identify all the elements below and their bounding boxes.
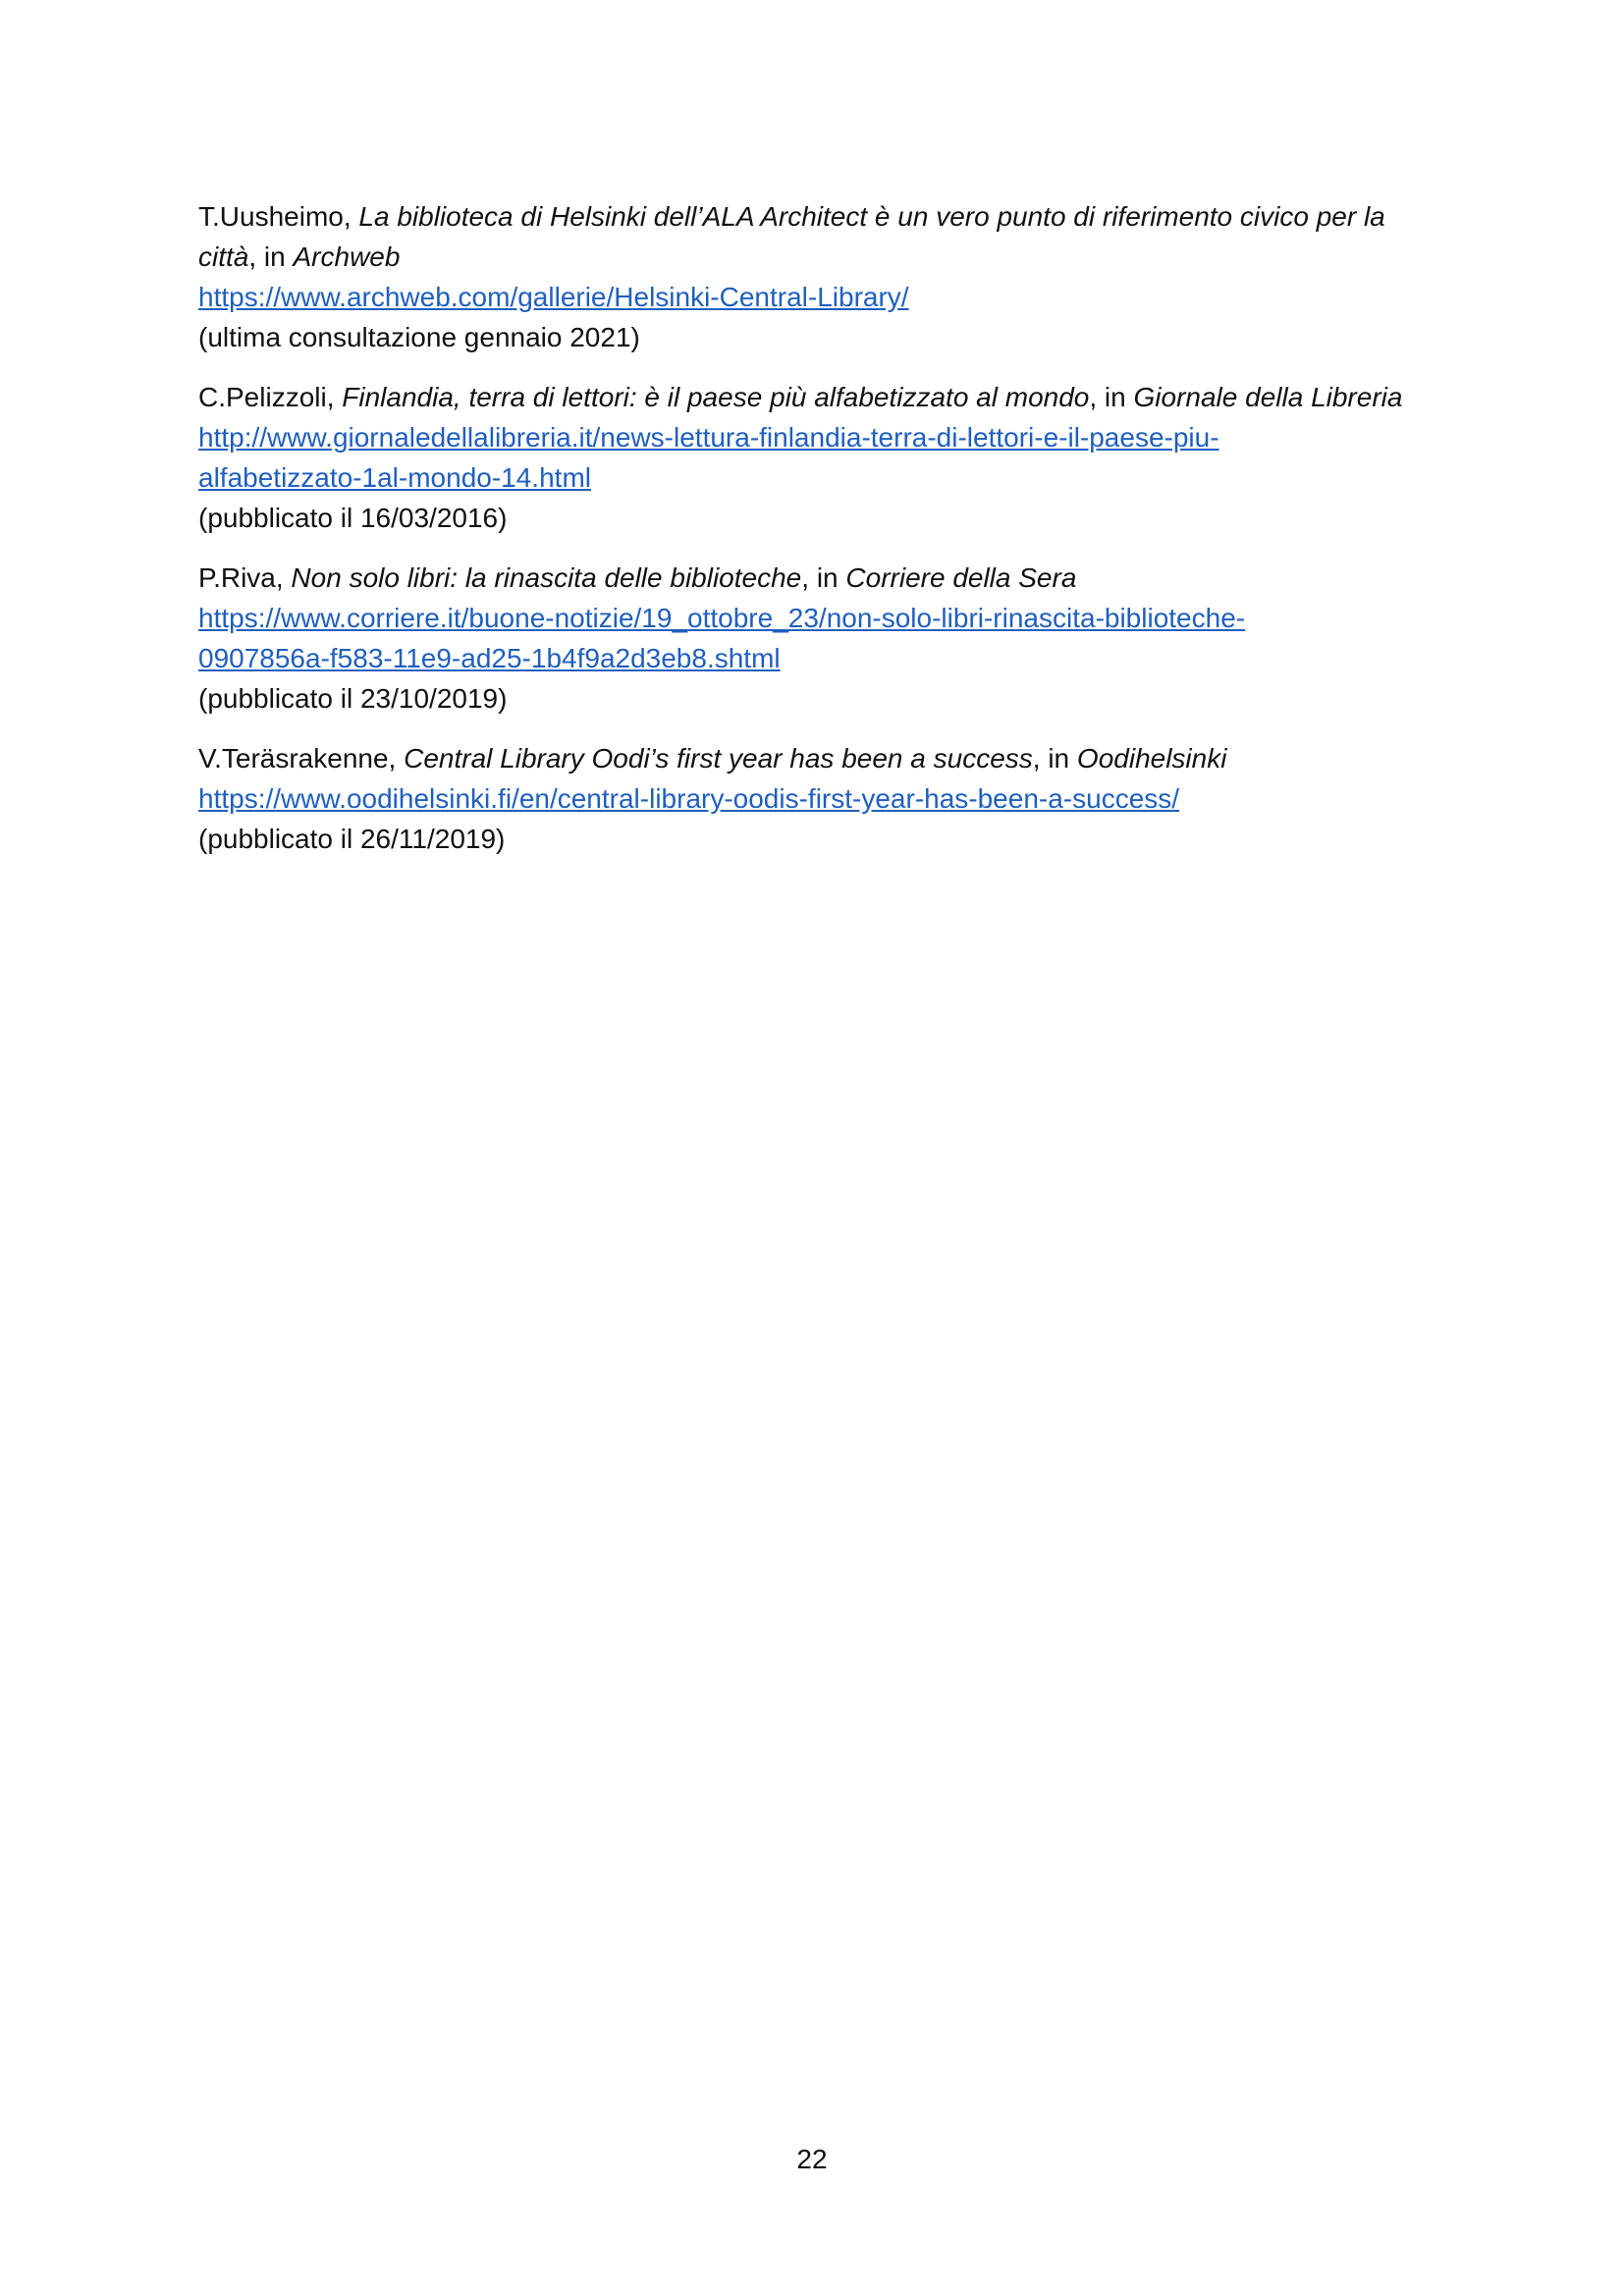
reference-link-continued[interactable] xyxy=(198,638,1445,678)
reference-entry xyxy=(198,377,1445,538)
reference-link[interactable] xyxy=(198,598,1445,638)
reference-url-line[interactable]: alfabetizzato-1al-mondo-14.html xyxy=(198,462,591,493)
reference-source: Archweb xyxy=(293,241,401,272)
reference-note: (ultima consultazione gennaio 2021) xyxy=(198,322,640,352)
reference-title: La biblioteca di Helsinki dell’ALA Architect è un vero punto di riferimento civico per la città xyxy=(198,201,1385,272)
reference-separator: , in xyxy=(1032,743,1077,774)
reference-author: P.Riva, xyxy=(198,562,292,593)
reference-url-line[interactable]: 0907856a-f583-11e9-ad25-1b4f9a2d3eb8.shtml xyxy=(198,643,781,673)
reference-entry xyxy=(198,558,1445,719)
reference-separator: , in xyxy=(801,562,846,593)
reference-citation xyxy=(198,201,1385,272)
reference-author: T.Uusheimo, xyxy=(198,201,359,232)
reference-source: Oodihelsinki xyxy=(1076,743,1227,774)
reference-url-line[interactable]: https://www.archweb.com/gallerie/Helsinki-Central-Library/ xyxy=(198,282,909,312)
reference-source: Corriere della Sera xyxy=(845,562,1077,593)
reference-note: (pubblicato il 23/10/2019) xyxy=(198,683,508,714)
reference-separator: , in xyxy=(248,241,294,272)
reference-citation xyxy=(198,743,1226,774)
reference-link[interactable] xyxy=(198,417,1445,457)
reference-separator: , in xyxy=(1089,382,1134,412)
reference-entry xyxy=(198,738,1445,859)
reference-note: (pubblicato il 16/03/2016) xyxy=(198,503,508,533)
bibliography xyxy=(198,196,1445,879)
reference-author: C.Pelizzoli, xyxy=(198,382,343,412)
reference-url-line[interactable]: https://www.oodihelsinki.fi/en/central-library-oodis-first-year-has-been-a-success/ xyxy=(198,783,1180,814)
reference-entry xyxy=(198,196,1445,357)
reference-url-line[interactable]: https://www.corriere.it/buone-notizie/19_ottobre_23/non-solo-libri-rinascita-biblioteche- xyxy=(198,603,1246,633)
reference-author: V.Teräsrakenne, xyxy=(198,743,405,774)
reference-link[interactable] xyxy=(198,277,1445,317)
reference-title: Central Library Oodi’s first year has been a success xyxy=(404,743,1033,774)
reference-source: Giornale della Libreria xyxy=(1133,382,1403,412)
reference-note: (pubblicato il 26/11/2019) xyxy=(198,824,506,854)
reference-link[interactable] xyxy=(198,778,1445,819)
reference-citation xyxy=(198,562,1076,593)
reference-citation xyxy=(198,382,1402,412)
page-number: 22 xyxy=(796,2144,828,2174)
reference-url-line[interactable]: http://www.giornaledellalibreria.it/news-lettura-finlandia-terra-di-lettori-e-il-paese-piu- xyxy=(198,422,1219,453)
reference-title: Non solo libri: la rinascita delle biblioteche xyxy=(291,562,802,593)
reference-title: Finlandia, terra di lettori: è il paese più alfabetizzato al mondo xyxy=(342,382,1090,412)
reference-link-continued[interactable] xyxy=(198,457,1445,498)
